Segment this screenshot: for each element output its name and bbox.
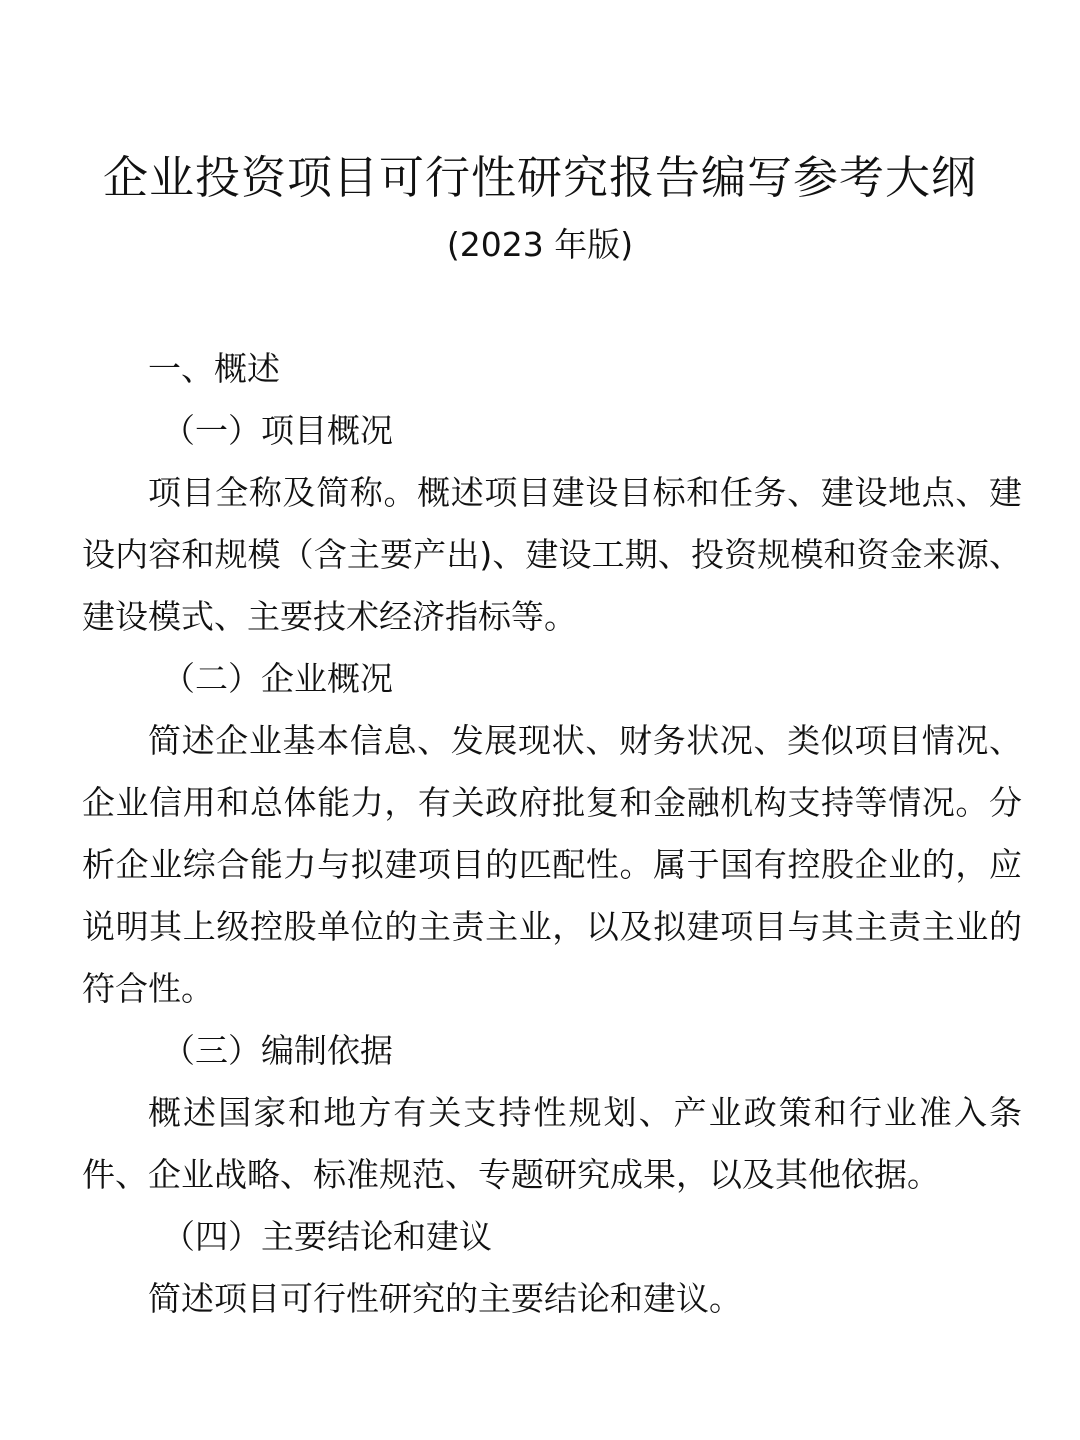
paragraph-line: 说明其上级控股单位的主责主业，以及拟建项目与其主责主业的	[82, 907, 1022, 946]
paragraph-line: 析企业综合能力与拟建项目的匹配性。属于国有控股企业的，应	[82, 845, 1022, 884]
subsection-heading-enterprise-overview: （二）企业概况	[162, 659, 393, 698]
paragraph-line: 简述企业基本信息、发展现状、财务状况、类似项目情况、	[148, 721, 1022, 760]
paragraph-line: 概述国家和地方有关支持性规划、产业政策和行业准入条	[148, 1093, 1022, 1132]
section-heading-overview: 一、概述	[148, 349, 280, 388]
subsection-heading-conclusions: （四）主要结论和建议	[162, 1217, 492, 1256]
paragraph-line: 件、企业战略、标准规范、专题研究成果，以及其他依据。	[82, 1155, 940, 1194]
subsection-heading-basis: （三）编制依据	[162, 1031, 393, 1070]
document-title: 企业投资项目可行性研究报告编写参考大纲	[102, 151, 977, 204]
paragraph-line: 简述项目可行性研究的主要结论和建议。	[148, 1279, 742, 1318]
subsection-heading-project-overview: （一）项目概况	[162, 411, 393, 450]
paragraph-line: 项目全称及简称。概述项目建设目标和任务、建设地点、建	[148, 473, 1022, 512]
paragraph-line: 设内容和规模（含主要产出)、建设工期、投资规模和资金来源、	[82, 535, 1022, 574]
document-subtitle: (2023 年版)	[446, 225, 634, 264]
paragraph-line: 企业信用和总体能力，有关政府批复和金融机构支持等情况。分	[82, 783, 1022, 822]
paragraph-line: 建设模式、主要技术经济指标等。	[82, 597, 577, 636]
paragraph-line: 符合性。	[82, 969, 214, 1008]
